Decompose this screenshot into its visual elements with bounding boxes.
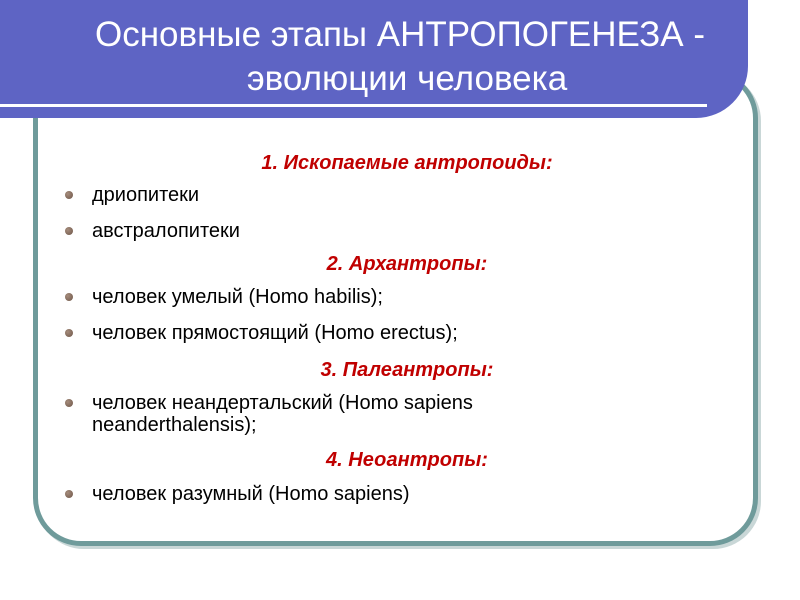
bullet-icon <box>65 490 73 498</box>
list-item-dryopithecus <box>62 184 752 206</box>
heading-neoanthropes: 4. Неоантропы: <box>326 449 488 471</box>
list-item-text: человек разумный (Homo sapiens) <box>92 483 410 505</box>
heading-archanthropes: 2. Архантропы: <box>326 253 488 275</box>
bullet-icon <box>65 399 73 407</box>
bullet-icon <box>65 329 73 337</box>
title-underline <box>0 104 707 107</box>
bullet-icon <box>65 293 73 301</box>
list-item-text: человек прямостоящий (Homo erectus); <box>92 322 458 344</box>
list-item-text: человек умелый (Homo habilis); <box>92 286 383 308</box>
list-item-text: дриопитеки <box>92 184 200 206</box>
bullet-icon <box>65 227 73 235</box>
list-item-text: человек неандертальский (Homo sapiens neanderthalensis); <box>92 392 473 436</box>
heading-paleoanthropes: 3. Палеантропы: <box>320 359 494 381</box>
title-line-1: Основные этапы АНТРОПОГЕНЕЗА - <box>94 15 705 54</box>
list-item-homo-sapiens <box>62 483 752 505</box>
list-item-neanderthal <box>62 392 632 436</box>
list-item-homo-erectus <box>62 322 752 344</box>
list-item-homo-habilis <box>62 286 752 308</box>
heading-fossil-anthropoids: 1. Ископаемые антропоиды: <box>261 152 553 174</box>
slide-title <box>0 13 800 101</box>
title-line-2: эволюции человека <box>246 59 568 98</box>
bullet-icon <box>65 191 73 199</box>
stages-list <box>62 146 752 505</box>
list-item-australopithecus <box>62 220 752 242</box>
list-item-text: австралопитеки <box>92 220 240 242</box>
